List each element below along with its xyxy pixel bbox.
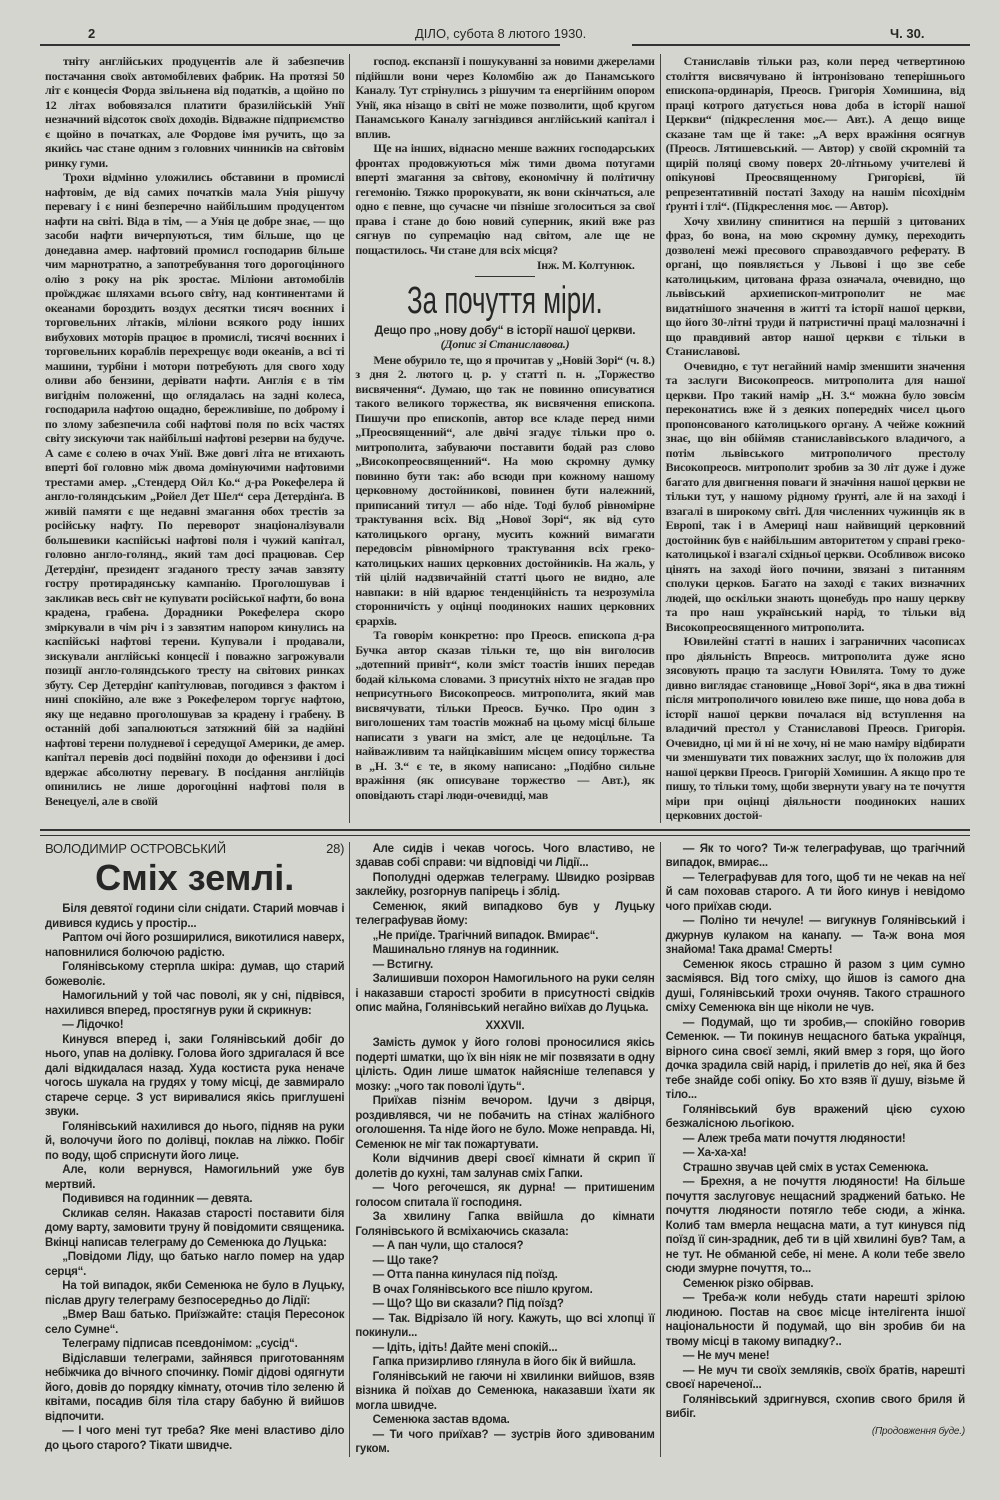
article-subtitle: Дещо про „нову добу“ в історії нашої церкви. (374, 322, 636, 337)
paragraph: Голянівському стерпла шкіра: думав, що старий божеволіє. (45, 961, 345, 988)
paragraph: — Не муч мене! (682, 1350, 770, 1362)
paragraph: — Подумай, що ти зробив,— спокійно говорив Семенюк. — Ти покинув нещасного батька українця, вірного сина своєї землі, який вмер з горя, що його дочка зрадила свій нарід, і прилетів до неї, яка й без тебе знайде собі опіку. Бо хто взяв її душу, візьме й тіло... (665, 1016, 965, 1101)
paragraph-group (45, 902, 344, 1453)
paragraph: Подивився на годинник — девята. (62, 1193, 253, 1205)
divider (475, 276, 535, 277)
paragraph: — І чого мені тут треба? Яке мені властиво діло до цього старого? Тікати швидче. (45, 1425, 345, 1452)
paragraph-group (355, 842, 654, 1016)
novel-title: Сміх землі. (95, 857, 295, 898)
novel-author: ВОЛОДИМИР ОСТРОВСЬКИЙ (45, 840, 226, 856)
paragraph: — Треба-ж коли небудь стати нарешті зрілою людиною. Постав на своє місце інтелігента іншої національности й подумай, що він зробив би на твому місці в такому випадку?.. (665, 1292, 965, 1348)
paragraph-group (355, 1036, 654, 1457)
chapter-number: XXXVII. (485, 1019, 525, 1032)
paragraph: Скликав селян. Наказав старості поставити біля дому варту, замовити труну й повідомити священика. Вкінці написав телеграму до Семенюка до Луцька: (45, 1207, 345, 1249)
paragraph: Намогильний у той час поволі, як у сні, підвівся, нахилився вперед, простягнув руки й скрикнув: (45, 990, 345, 1017)
paragraph: Відіславши телеграми, зайнявся приготованням небіжчика до вічного спочинку. Поміг дідові одягнути його, довів до порядку кімнату, оточив тіло зеленю й квітами, посадив біля тіла стару бабуню й вийшов відпочити. (45, 1352, 345, 1423)
paragraph: Але сидів і чекав чогось. Чого властиво, не здавав собі справи: чи відповіді чи Лідії... (355, 842, 655, 869)
issue-number: Ч. 30. (890, 26, 925, 41)
paragraph: „Не приїде. Трагічний випадок. Вмирає“. (372, 929, 599, 942)
paragraph: — Ха-ха-ха! (682, 1147, 747, 1159)
paragraph: — Що таке? (372, 1254, 439, 1267)
paragraph: „Вмер Ваш батько. Приїзжайте: стація Пересонок село Сумне“. (45, 1309, 345, 1336)
paragraph: Біля девятої години сіли снідати. Старий мовчав і дивився кудись у простір... (45, 903, 345, 930)
paragraph: — Так. Відрізало їй ногу. Кажуть, що всі хлопці її покинули... (355, 1312, 655, 1339)
paragraph-group (666, 842, 965, 1422)
article-right-column (660, 54, 970, 823)
paragraph: Очевидно, є тут негайний намір зменшити значення та заслуги Високопреосв. митрополита для нашої церкви. Про такий намір „Н. З.“ можна було зовсім переконатись вже й з деяких попередніх чисел цього пропонсованого католицького органу. А чейже кожний знає, що він обіймяв станиславівського владичого, а потім львівського митрополичого престолу Високопреосв. митрополит зробив за 30 літ дуже і дуже багато для двигнення поваги й значіння нашої церкви не тільки тут, у нашому рідному ґрунті, але й на заході і взагалі в широкому світі. Для численних чужинців як в Европі, так і в Америці наш найвищий церковний достойник був є найбільшим авторитетом у справі греко-католицької і взагалі східньої церкви. Особливож високо цінять на заході його почини, звязані з питанням сполуки церков. Багато на заході є таких визначних людей, що оскільки знають щонебудь про нашу церкву та про наш український нарід, то тільки від Високопреосвященного митрополита. (665, 358, 965, 634)
paragraph: — Поліно ти нечуле! — вигукнув Голянівський і джурнув кулаком на канапу. — Та-ж вона моя знайома! Така драма! Смерть! (665, 915, 965, 956)
paragraph: Хочу хвилину спинитися на першій з цитованих фраз, бо вона, на мою скромну думку, переходить дозволені межі пресового справоздавчого реферату. В органі, що появляється у Львові і що зве себе католицьким, цитована фраза означала, очевидно, що львівський архиепископ-митрополит не має видатнішого значення в житті та історії нашої церкви, що його 30-літні труди й патристичні праці малозначні і що правдивий автор нашої церкви є тільки в Станиславові. (665, 213, 965, 358)
paragraph: Семенюк якось страшно й разом з цим сумно засміявся. Від того сміху, що йшов із самого дна душі, Голянівський трохи очуняв. Такого страшного сміху Семенюка він ще ніколи не чув. (665, 958, 965, 1014)
paragraph-group (666, 54, 965, 823)
paragraph: Голянівський нахилився до нього, підняв на руки й, волочучи його по долівці, поклав на ліжко. Побіг по воду, щоб сприснути його лице. (45, 1120, 345, 1162)
paragraph: Голянівський не гаючи ні хвилинки вийшов, взяв візника й поїхав до Семенюка, наказавши їхати як могла швидче. (355, 1370, 655, 1412)
paragraph-group (45, 54, 344, 808)
paragraph: Коли відчинив двері своєї кімнати й скрип її долетів до кухні, там залунав сміх Гапки. (355, 1153, 655, 1180)
paragraph: „Повідоми Ліду, що батько нагло помер на удар серця“. (45, 1251, 345, 1278)
paragraph: За хвилину Гапка ввійшла до кімнати Голянівського й всміхаючись сказала: (355, 1211, 655, 1238)
section-double-rule (40, 829, 970, 836)
feuilleton-section (40, 842, 970, 1457)
paragraph: Трохи відмінно уложились обставини в промислі нафтовім, де від самих початків мала Унія рішучу перевагу і є нині безперечно найбільшим продуцентом нафти на світі. Віда в тім, — а Унія це добре знає, — що засоби нафти вичерпуються, тим більше, що це донедавна амер. нафтовий промисл господарив більше чим марнотратно, а запотребування того дорогоцінного олію з року на рік зростає. Міліони автомобілів проїжджає шляхами всього світу, над континентами й океанами бороздить воздух десятки тисяч воєнних і торговельних літаків, міліони всякого роду інших вибухових моторів працює в промислі, тисячі воєнних і торговельних кораблів перехрещує води океанів, а всі ті машини, турбіни і мотори потребують для свого ходу оливи або бензини, дерівати нафти. Англія є в тім вигіднім положенні, що оглядалась на задні колеса, господарила нафтою ощадно, бережливіше, по доброму і по злому забезпечила собі нафтові поля по всіх частях світу зискуючи так найбільші нафтові резерви на будуче. А саме є солею в очах Унії. Вже довгі літа не втихають вперті бої головно між двома домінуючими нафтовими трестами амер. „Стендерд Ойл Ко.“ д-ра Рокефелера й англо-голяндським „Ройел Дет Шел“ сера Детердінґа. В живій памяти є ще недавні змагання обох трестів за російську нафту. По переворот знаціоналізували большевики каспійські нафтові поля і чужий капітал, головно англо-голянд., який там досі працював. Сер Детердінґ, президент згаданого тресту зачав завзяту гостру протирадянську кампанію. Проголошував і закликав весь світ не купувати російської нафти, бо вона крадена, грабена. Дорадники Рокефелера скоро зміркували в чім річ і з завзятим напором кинулись на каспійські нафтові терени. Купували і продавали, зискували англійські концесії і поважно загрожували позиції англо-голяндського тресту на світових ринках збуту. Сер Детердінґ капітулював, погодився з фактом і нині спокійно, але вже з Рокефелером торгує нафтою, яку ще недавно проголошував за крадену і грабену. В останній добі запалюються затяжний бій за надійні нафтові терени полудневої і середущої Америки, де амер. капітал перевів досі подвійні походи до офензиви і досі вдержає абсолютну перевагу. В посідання англійців опинились не лише дорогоцінні нафтові поля в Венецуелі, але в своїй (45, 170, 345, 808)
article-oil-column (40, 54, 349, 823)
paragraph: — Як то чого? Ти-ж телеграфував, що трагічний випадок, вмирає... (665, 842, 965, 869)
paragraph: — А пан чули, що сталося? (372, 1240, 524, 1252)
novel-column-2 (349, 842, 659, 1457)
novel-column-3 (660, 842, 970, 1457)
novel-column-1 (40, 842, 349, 1457)
paragraph-group (355, 353, 654, 803)
article-dateline: (Допис зі Станиславова.) (440, 337, 570, 351)
paragraph: Замість думок у його голові проносилися якісь подерті шматки, що їх він ніяк не міг позвязати в одну цілість. Один лише шматок найясніше телепався у мозку: „чого так поволі їдуть“. (355, 1037, 655, 1093)
paragraph: Семенюка застав вдома. (372, 1414, 510, 1426)
article-middle-column (349, 54, 659, 823)
paragraph: Ще на інших, віднасно менше важних господарських фронтах продовжуються між тими двома потугами вперті змагання за світову, економічну й політичну гегемонію. Тяжко пророкувати, як вони скінчаться, але одно є певне, що сучасне чи пізніше зголоситься за свої права і стане до бою новий суперник, який вже раз сягнув по супремацію над світом, але ще не пощастилось. Чи стане для всіх місця? (355, 141, 655, 257)
page-header (40, 26, 970, 46)
paragraph: — Ідіть, ідіть! Дайте мені спокій... (372, 1341, 558, 1354)
paragraph: — Отта панна кинулася під поїзд. (372, 1269, 558, 1281)
masthead: ДІЛО, субота 8 лютого 1930. (415, 26, 587, 41)
paragraph: Та говорім конкретно: про Преосв. епископа д-ра Бучка автор сказав тільки те, що він виголосив „дотепний привіт“, коли зміст тоастів інших передав бодай кількома словами. З присутніх ніхто не згадав про неприсутнього Високопреосв. митрополита, який мав висвячувати, тільки Преосв. Бучко. Про один з виголошених там тоастів можнаб на цьому місці більше написати з уваги на зміст, але це недоцільне. Та найважливим та найцікавішим місцем опису торжества в „Н. З.“ є те, в якому написано: „Подібно сильне вражіння (як описуване торжество — Авт.), як оповідають старі люди-очевидці, мав (355, 628, 655, 802)
paragraph: Станиславів тільки раз, коли перед четвертиною століття висвячувано й інтронізовано теперішнього епископа-ординарія, Преосв. Григорія Хомишина, від праці котрого датується нова доба в історії нашої Церкви“ (підкреслення моє.— Авт.). А дещо вище сказане там ще й таке: „А верх вражіння осягнув (Преосв. Лятишевський. — Автор) у своїй скромній та щирій поляці свому поверх 20-літньому учителеві й опікунові Преосвященному Григорієві, їй репрезентативній постаті Заходу на нашім пісохіднім ґрунті і тлі“. (Підкреслення моє. — Автор). (665, 54, 965, 213)
paragraph: Пополудні одержав телеграму. Швидко розірвав заклейку, розгорнув папірець і зблід. (355, 871, 655, 898)
paragraph: В очах Голянівського все пішло кругом. (372, 1283, 593, 1296)
paragraph: Семенюк різко обірвав. (682, 1277, 814, 1290)
installment-number: 28) (326, 840, 345, 856)
paragraph: — Не муч ти своїх земляків, своїх братів, нарешті своєї нареченої... (665, 1364, 965, 1391)
top-section (40, 54, 970, 823)
paragraph: Але, коли вернувся, Намогильний уже був мертвий. (45, 1164, 345, 1191)
paragraph: Страшно звучав цей сміх в устах Семенюка. (682, 1161, 929, 1174)
novel-byline (45, 842, 344, 857)
paragraph: Мене обурило те, що я прочитав у „Новій Зорі“ (ч. 8.) з дня 2. лютого ц. р. у статті п. н. „Торжество висвячення“. Думаю, що так не повинно описуватися такого великого торжества, як висвячення епископа. Пишучи про епископів, автор все кладе перед ними „Преосвященний“, але двічі згадує тільки про о. митрополита, забуваючи поставити бодай раз слово „Високопреосвященний“. На мою скромну думку повинно бути так: або всюди при кожному нашому церковному достойникові, повинен бути належний, приписаний титул — або ніде. Тоді булоб рівномірне трактування всіх. Від „Нової Зорі“, як від суто католицького органу, мусить кожний вимагати передовсім рівномірного трактування всіх греко-католицьких наших церковних достойників. На жаль, у тій цілій надзвичайній статті цього не видно, але навпаки: в ній вдарює тенденційність та незрозуміла сторонничість у оцінці поодиноких наших церковних єрархів. (355, 352, 655, 628)
continuation-note: (Продовження буде.) (871, 1425, 965, 1437)
paragraph: — Чого регочешся, як дурна! — притишеним голосом спитала її господиня. (355, 1182, 655, 1209)
header-rule (40, 44, 560, 46)
paragraph: — Що? Що ви сказали? Під поїзд? (372, 1298, 564, 1310)
paragraph: Залишивши похорон Намогильного на руки селян і наказавши старості зробити в присутності свідків опис майна, Голянівський негайно виїхав до Луцька. (355, 973, 655, 1014)
paragraph: Голянівський здригнувся, схопив свого бриля й вибіг. (665, 1393, 965, 1420)
paragraph: — Лідочко! (62, 1019, 124, 1031)
article-title-text: За почуття міри. (407, 279, 603, 322)
paragraph: Кинувся вперед і, заки Голянівський добіг до нього, упав на долівку. Голова його здригалася й все далі відкидалася назад. Худа костиста рука неначе чогось шукала на грудях у тому місці, де завмирало старече серце. З уст виривалися якісь приглушені звуки. (45, 1033, 345, 1118)
paragraph: — Встигну. (372, 958, 433, 971)
paragraph: — Брехня, а не почуття людяности! На більше почуття заслуговує нещасний зраджений батько. Не почуття людяности потягло тебе сюди, а жінка. Колиб там вмерла нещасна мати, а тут кинувся під поїзд її син-зрадник, деб ти в цій хвилині був? Там, а не тут. Не обманюй себе, ні мене. А коли тебе звело сюди змурне почуття, то... (665, 1176, 965, 1275)
paragraph: Приїхав пізнім вечором. Ідучи з двірця, роздивлявся, чи не побачить на стінах жалібного оголошення. Та ніде його не було. Може неправда. Ні, Семенюк не міг так пожартувати. (355, 1095, 655, 1151)
paragraph: господ. експанзії і пошукуванні за новими джерелами підійшли вони через Коломбію аж до Панамського Каналу. Тут стрінулись з рішучим та енергійним опором Унії, яка нізащо в світі не може позволити, щоб кругом Панамського Каналу загніздився англійський капітал і вплив. (355, 54, 655, 141)
paragraph-group (355, 54, 654, 257)
paragraph: — Ти чого приїхав? — зустрів його здивованим гуком. (355, 1428, 655, 1455)
page-number: 2 (88, 26, 96, 41)
paragraph: Гапка призирливо глянула в його бік й вийшла. (372, 1356, 636, 1368)
paragraph: Голянівський був вражений цією сухою безжалісною льогікою. (665, 1103, 965, 1130)
header-rule (632, 44, 970, 46)
paragraph: На той випадок, якби Семенюка не було в Луцьку, післав другу телеграму безпосередньо до Лідії: (45, 1280, 345, 1307)
author-signature: Інж. М. Колтунюк. (536, 258, 635, 272)
paragraph: Телеграму підписав псевдонімом: „сусід“. (62, 1338, 298, 1350)
paragraph: тніту англійських продуцентів але й забезпечив постачання своїх автомобілевих фабрик. На протязі 50 літ є концесія Форда звільнена від податків, а щойно по 12 літах вобовязался платити бразилійській Унії незначний відсоток своїх доходів. Відважне підприємство є щойно в початках, але Фордове імя ручить, що за якийсь час стане одним з головних чинників на світовім ринку гуми. (45, 54, 345, 170)
paragraph: Ювилейні статті в наших і заграничних часописах про діяльність Впреосв. митрополита дуже ясно зясовують працю та заслуги Ювилята. Тому то дуже дивно виглядає становище „Нової Зорі“, яка в два тижні після митрополичого ювилею вже пише, що нова доба в історії нашої церкви почалася від вступлення на владичий престол у Станиславові Преосв. Григорія. Очевидно, ці ми й ні не хочу, ні не маю наміру відбирати чи зменшувати тих поважних заслуг, що їх положив для нашої церкви Преосв. Григорій Хомишин. А якщо про те пишу, то тільки тому, щоби звернути увагу на те почуття міри при оцінці діяльности поодиноких наших церковних достой- (665, 634, 965, 822)
paragraph: Машинально глянув на годинник. (372, 944, 559, 956)
paragraph: — Телеграфував для того, щоб ти не чекав на неї й сам поховав старого. А ти його кинув і невідомо чого приїхав сюди. (665, 871, 965, 913)
paragraph: — Алеж треба мати почуття людяности! (682, 1132, 906, 1145)
paragraph: Раптом очі його розширилися, викотилися наверх, наповнилися болючою радістю. (45, 932, 345, 959)
article-title (355, 279, 654, 323)
paragraph: Семенюк, який випадково був у Луцьку телеграфував йому: (355, 900, 655, 927)
